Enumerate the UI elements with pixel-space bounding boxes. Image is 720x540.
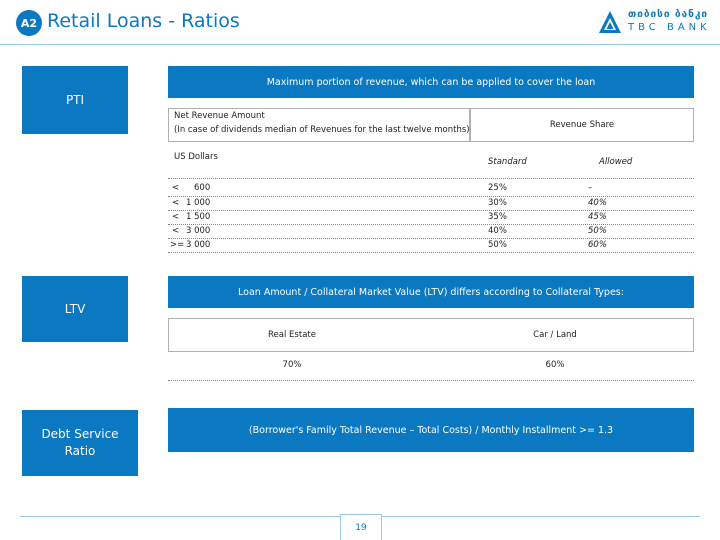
row-divider: [168, 178, 694, 179]
pti-band: [168, 66, 694, 98]
dsr-band-text: (Borrower's Family Total Revenue – Total Costs) / Monthly Installment >= 1.3: [248, 424, 614, 436]
row-amount: 1 000: [186, 198, 211, 208]
row-amount: 600: [194, 183, 211, 193]
ltv-band: [168, 276, 694, 308]
section-badge: A2: [16, 10, 42, 36]
revenue-share-header: Revenue Share: [549, 120, 615, 130]
real-estate-header: Real Estate: [268, 330, 316, 340]
row-amount: 1 500: [186, 212, 211, 222]
net-revenue-title: Net Revenue Amount: [174, 111, 265, 121]
allowed-header: Allowed: [599, 157, 633, 167]
real-estate-value: 70%: [282, 360, 302, 370]
ltv-label-box: [22, 276, 128, 342]
ltv-table: [168, 318, 694, 380]
row-op: >=: [170, 240, 185, 250]
pti-band-text: Maximum portion of revenue, which can be applied to cover the loan: [266, 76, 596, 88]
row-allowed: 40%: [588, 198, 607, 208]
row-standard: 50%: [488, 240, 507, 250]
tbc-logo-icon: [598, 10, 622, 34]
standard-header: Standard: [488, 157, 527, 167]
page-title: Retail Loans - Ratios: [47, 10, 240, 32]
row-amount: 3 000: [186, 240, 211, 250]
row-divider: [168, 252, 694, 253]
car-land-value: 60%: [545, 360, 565, 370]
row-allowed: –: [588, 183, 593, 193]
header: [0, 0, 720, 45]
row-divider: [168, 380, 694, 381]
page-number: 19: [340, 514, 382, 540]
row-op: <: [172, 198, 180, 208]
row-standard: 30%: [488, 198, 507, 208]
net-revenue-note: (In case of dividends median of Revenues for the last twelve months): [174, 125, 470, 135]
row-divider: [168, 210, 694, 211]
row-standard: 35%: [488, 212, 507, 222]
pti-label-box: [22, 66, 128, 134]
row-op: <: [172, 183, 180, 193]
car-land-header: Car / Land: [533, 330, 577, 340]
dsr-label-line2: Ratio: [64, 444, 96, 458]
ltv-label: LTV: [64, 301, 86, 316]
row-divider: [168, 238, 694, 239]
row-amount: 3 000: [186, 226, 211, 236]
dsr-label-box: [22, 410, 138, 476]
row-divider: [168, 196, 694, 197]
row-standard: 40%: [488, 226, 507, 236]
logo-text-georgian: თიბისი ბანკი: [628, 9, 709, 20]
row-op: <: [172, 212, 180, 222]
logo-text-english: TBC BANK: [628, 22, 711, 33]
dsr-band: [168, 408, 694, 452]
row-allowed: 45%: [588, 212, 607, 222]
row-divider: [168, 224, 694, 225]
pti-table: [168, 108, 694, 252]
header-divider: [0, 44, 720, 45]
pti-label: PTI: [65, 92, 85, 107]
ltv-band-text: Loan Amount / Collateral Market Value (LTV) differs according to Collateral Types:: [238, 286, 624, 298]
row-standard: 25%: [488, 183, 507, 193]
dsr-label: [41, 426, 118, 460]
dsr-label-line1: Debt Service: [41, 427, 119, 441]
currency-label: US Dollars: [174, 152, 218, 162]
row-allowed: 60%: [588, 240, 607, 250]
row-op: <: [172, 226, 180, 236]
tbc-logo: [598, 8, 711, 36]
row-allowed: 50%: [588, 226, 607, 236]
